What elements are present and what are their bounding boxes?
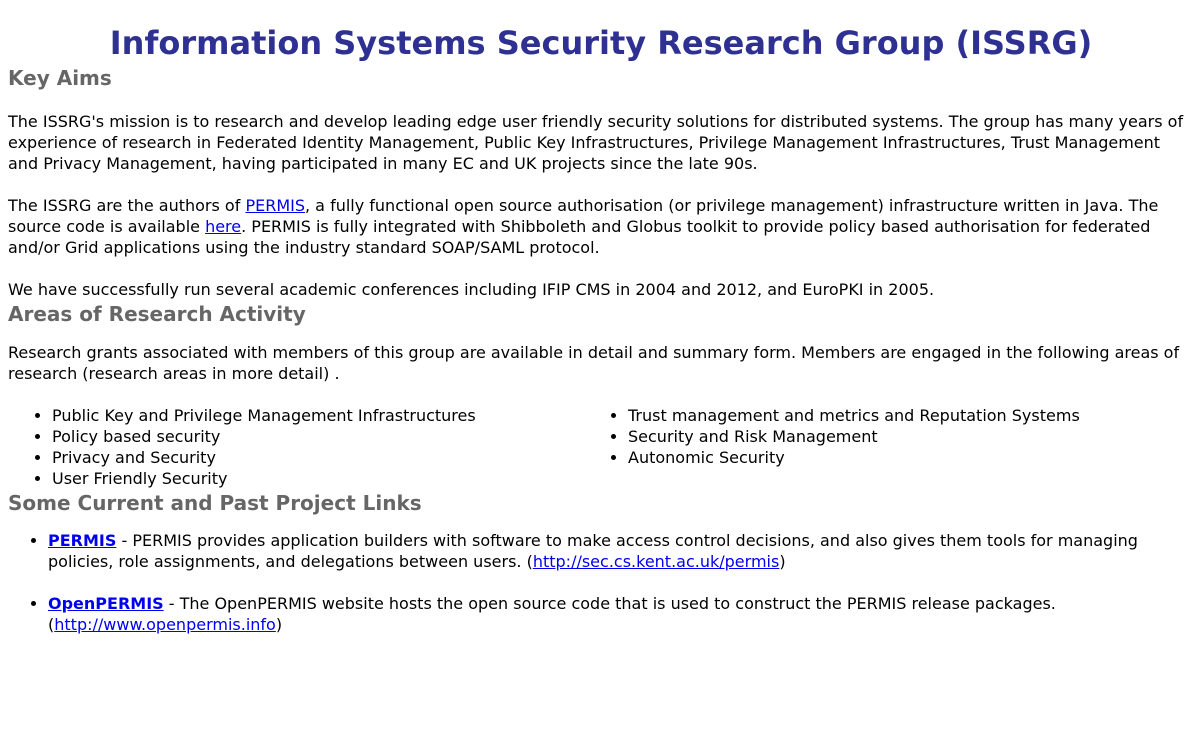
permis-paragraph-text-3: . PERMIS is fully integrated with Shibboleth and Globus toolkit to provide policy based authorisation for federated and/or Grid applications using the industry standard SOAP/SAML protocol. [8, 217, 1151, 257]
list-item: • Policy based security [52, 426, 584, 447]
permis-url-link[interactable]: http://sec.cs.kent.ac.uk/permis [532, 552, 780, 571]
project-links-list [8, 530, 1194, 635]
research-areas-lists [8, 405, 1194, 489]
research-areas-list-right [584, 405, 1188, 489]
list-item: • User Friendly Security [52, 468, 584, 489]
permis-project-link[interactable]: PERMIS [48, 531, 117, 550]
paren-close: ) [779, 552, 786, 571]
project-description: - The OpenPERMIS website hosts the open source code that is used to construct the PERMIS release packages. ( [48, 594, 1056, 634]
permis-paragraph [8, 195, 1194, 258]
list-item: • Trust management and metrics and Reputation Systems [628, 405, 1188, 426]
project-description: - PERMIS provides application builders with software to make access control decisions, and also gives them tools for managing policies, role assignments, and delegations between users. ( [48, 531, 1138, 571]
paren-close: ) [275, 615, 283, 634]
key-aims-heading: Key Aims [8, 66, 112, 90]
research-areas-intro: Research grants associated with members of this group are available in detail and summary form. Members are engaged in the following areas of research (research areas in more detail) . [8, 343, 1180, 383]
mission-paragraph: The ISSRG's mission is to research and develop leading edge user friendly security solutions for distributed systems. The group has many years of experience of research in Federated Identity Management, Public Key Infrastructures, Privilege Management Infrastructures, Trust Management and Privacy Management, having participated in many EC and UK projects since the late 90s. [8, 112, 1184, 173]
openpermis-url-link[interactable]: http://www.openpermis.info [54, 615, 276, 634]
research-areas-heading: Areas of Research Activity [8, 302, 306, 326]
list-item: • Security and Risk Management [628, 426, 1188, 447]
openpermis-project-link[interactable]: OpenPERMIS [48, 594, 164, 613]
permis-link[interactable]: PERMIS [245, 196, 305, 215]
permis-paragraph-text-1: The ISSRG are the authors of [8, 196, 246, 215]
page-content [8, 0, 1194, 656]
project-item-permis [48, 530, 1194, 572]
research-areas-list-left [8, 405, 584, 489]
source-code-here-link[interactable]: here [205, 217, 242, 236]
list-item: • Autonomic Security [628, 447, 1188, 468]
list-item: • Privacy and Security [52, 447, 584, 468]
project-links-heading: Some Current and Past Project Links [8, 491, 422, 515]
conferences-paragraph: We have successfully run several academic conferences including IFIP CMS in 2004 and 2012, and EuroPKI in 2005. [8, 280, 935, 299]
list-item: • Public Key and Privilege Management Infrastructures [52, 405, 584, 426]
page-title: Information Systems Security Research Group (ISSRG) [109, 24, 1093, 62]
project-item-openpermis [48, 593, 1194, 635]
permis-paragraph-text-2: , a fully functional open source authorisation (or privilege management) infrastructure written in Java. The source code is available [8, 196, 1159, 236]
